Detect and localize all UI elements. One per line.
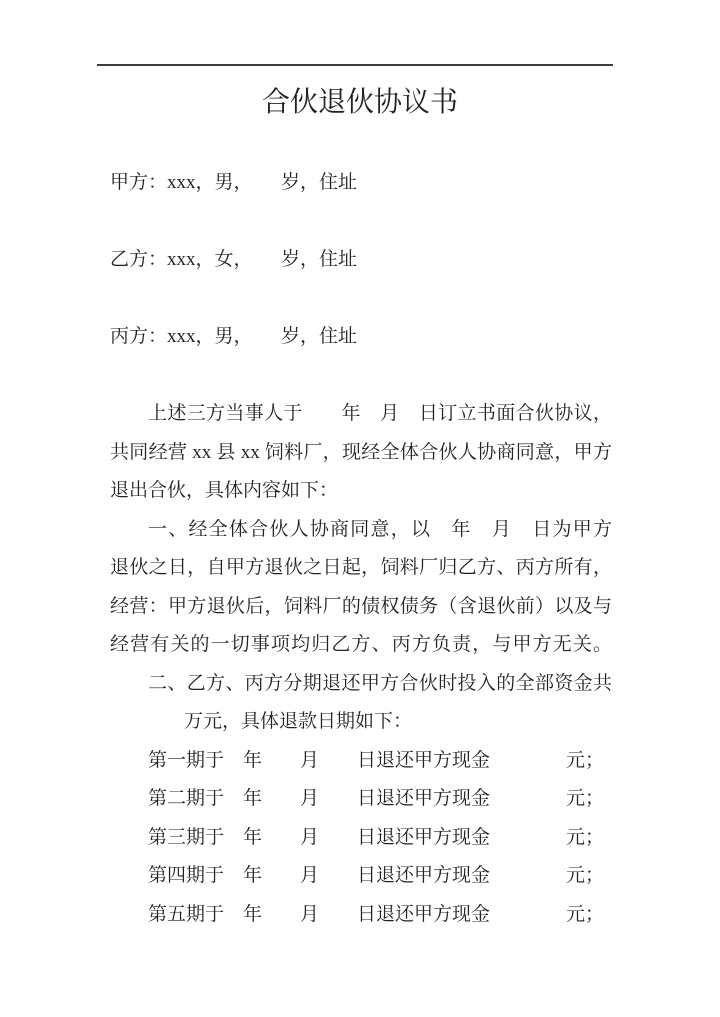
installment-line: 第五期于 年 月 日退还甲方现金 元； — [148, 903, 605, 925]
installment-list — [110, 742, 612, 935]
document-body — [110, 164, 612, 934]
intro-paragraph — [110, 395, 612, 511]
paragraph-line: 经营有关的一切事项均归乙方、丙方负责，与甲方无关。 — [110, 634, 612, 655]
party-yi-line: 乙方：xxx，女， 岁，住址 — [110, 249, 358, 270]
installment-line: 第一期于 年 月 日退还甲方现金 元； — [148, 749, 605, 771]
paragraph-line: 二、乙方、丙方分期退还甲方合伙时投入的全部资金共 — [148, 672, 612, 694]
clause-1-paragraph — [110, 511, 612, 665]
paragraph-line: 退出合伙，具体内容如下： — [110, 480, 339, 501]
clause-2-paragraph — [110, 665, 612, 742]
paragraph-line: 退伙之日，自甲方退伙之日起，饲料厂归乙方、丙方所有， — [110, 557, 612, 578]
header-rule — [97, 64, 613, 66]
installment-line: 第三期于 年 月 日退还甲方现金 元； — [148, 826, 605, 848]
paragraph-line: 经营：甲方退伙后，饲料厂的债权债务（含退伙前）以及与 — [110, 595, 612, 617]
paragraph-line: 万元，具体退款日期如下： — [184, 711, 413, 732]
party-jia-line: 甲方：xxx，男， 岁，住址 — [110, 172, 358, 193]
party-bing-line: 丙方：xxx，男， 岁，住址 — [110, 326, 358, 347]
paragraph-line: 一、经全体合伙人协商同意，以 年 月 日为甲方 — [148, 518, 612, 540]
installment-line: 第四期于 年 月 日退还甲方现金 元； — [148, 865, 605, 886]
paragraph-line: 共同经营 xx 县 xx 饲料厂，现经全体合伙人协商同意，甲方 — [110, 441, 612, 463]
paragraph-line: 上述三方当事人于 年 月 日订立书面合伙协议， — [148, 403, 612, 424]
installment-line: 第二期于 年 月 日退还甲方现金 元； — [148, 788, 605, 809]
document-title: 合伙退伙协议书 — [261, 87, 458, 118]
